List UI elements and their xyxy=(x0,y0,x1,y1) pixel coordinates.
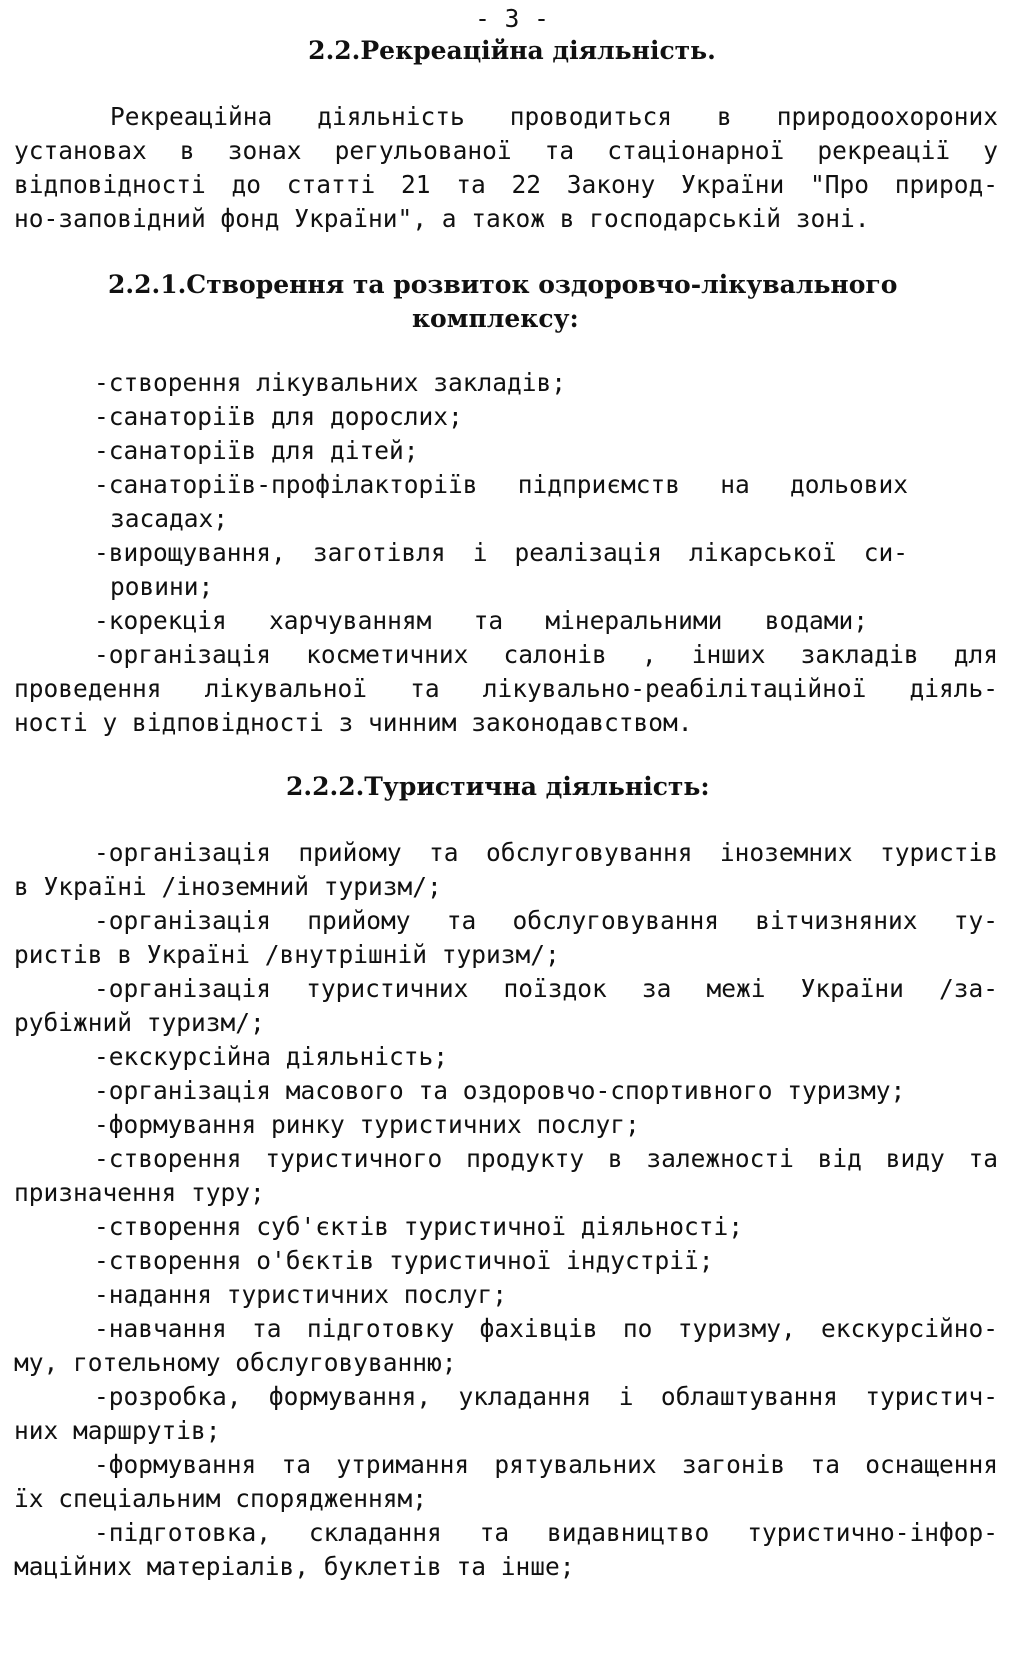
list-item: -організація косметичних салонів , інших закладів для xyxy=(94,640,998,669)
list-item-cont: в Україні /іноземний туризм/; xyxy=(14,872,442,901)
list-item: -організація прийому та обслуговування вітчизняних ту- xyxy=(94,906,998,935)
list-item-cont: них маршрутів; xyxy=(14,1416,221,1445)
list-item-cont: проведення лікувальної та лікувально-реабілітаційної діяль- xyxy=(14,674,998,703)
intro-line: но-заповідний фонд України", а також в господарській зоні. xyxy=(14,204,870,233)
subsection-title-cont: комплексу: xyxy=(412,304,579,333)
intro-line: установах в зонах регульованої та стаціонарної рекреації у xyxy=(14,136,998,165)
list-item: -вирощування, заготівля і реалізація лікарської си- xyxy=(94,538,908,567)
list-item: -підготовка, складання та видавництво туристично-інфор- xyxy=(94,1518,998,1547)
list-item: -санаторіїв для дорослих; xyxy=(94,402,463,431)
list-item: -створення суб'єктів туристичної діяльності; xyxy=(94,1212,744,1241)
list-item: -навчання та підготовку фахівців по туризму, екскурсійно- xyxy=(94,1314,998,1343)
list-item: -формування ринку туристичних послуг; xyxy=(94,1110,640,1139)
subsection-title: 2.2.1.Створення та розвиток оздоровчо-лікувального xyxy=(108,270,898,299)
list-item-cont: ровини; xyxy=(110,572,214,601)
list-item: -організація прийому та обслуговування іноземних туристів xyxy=(94,838,998,867)
list-item: -організація масового та оздоровчо-спортивного туризму; xyxy=(94,1076,906,1105)
list-item-cont: призначення туру; xyxy=(14,1178,265,1207)
page-number: - 3 - xyxy=(475,4,549,33)
list-item: -санаторіїв-профілакторіїв підприємств на дольових xyxy=(94,470,908,499)
intro-line: відповідності до статті 21 та 22 Закону України "Про природ- xyxy=(14,170,998,199)
list-item: -створення о'бєктів туристичної індустрії; xyxy=(94,1246,714,1275)
list-item-cont: ності у відповідності з чинним законодавством. xyxy=(14,708,693,737)
list-item: -організація туристичних поїздок за межі України /за- xyxy=(94,974,998,1003)
list-item-cont: ристів в Україні /внутрішній туризм/; xyxy=(14,940,560,969)
list-item: -санаторіїв для дітей; xyxy=(94,436,419,465)
list-item-cont: засадах; xyxy=(110,504,229,533)
list-item: -надання туристичних послуг; xyxy=(94,1280,508,1309)
subsection-title: 2.2.2.Туристична діяльність: xyxy=(286,772,710,801)
list-item-cont: му, готельному обслуговуванню; xyxy=(14,1348,457,1377)
section-title: 2.2.Рекреаційна діяльність. xyxy=(308,36,716,65)
list-item: -формування та утримання рятувальних загонів та оснащення xyxy=(94,1450,998,1479)
list-item: -створення лікувальних закладів; xyxy=(94,368,567,397)
list-item: -екскурсійна діяльність; xyxy=(94,1042,449,1071)
list-item: -розробка, формування, укладання і облаштування туристич- xyxy=(94,1382,998,1411)
list-item-cont: їх спеціальним спорядженням; xyxy=(14,1484,428,1513)
list-item: -корекція харчуванням та мінеральними водами; xyxy=(94,606,868,635)
list-item-cont: рубіжний туризм/; xyxy=(14,1008,265,1037)
list-item-cont: маційних матеріалів, буклетів та інше; xyxy=(14,1552,575,1581)
intro-line: Рекреаційна діяльність проводиться в природоохороних xyxy=(110,102,998,131)
list-item: -створення туристичного продукту в залежності від виду та xyxy=(94,1144,998,1173)
